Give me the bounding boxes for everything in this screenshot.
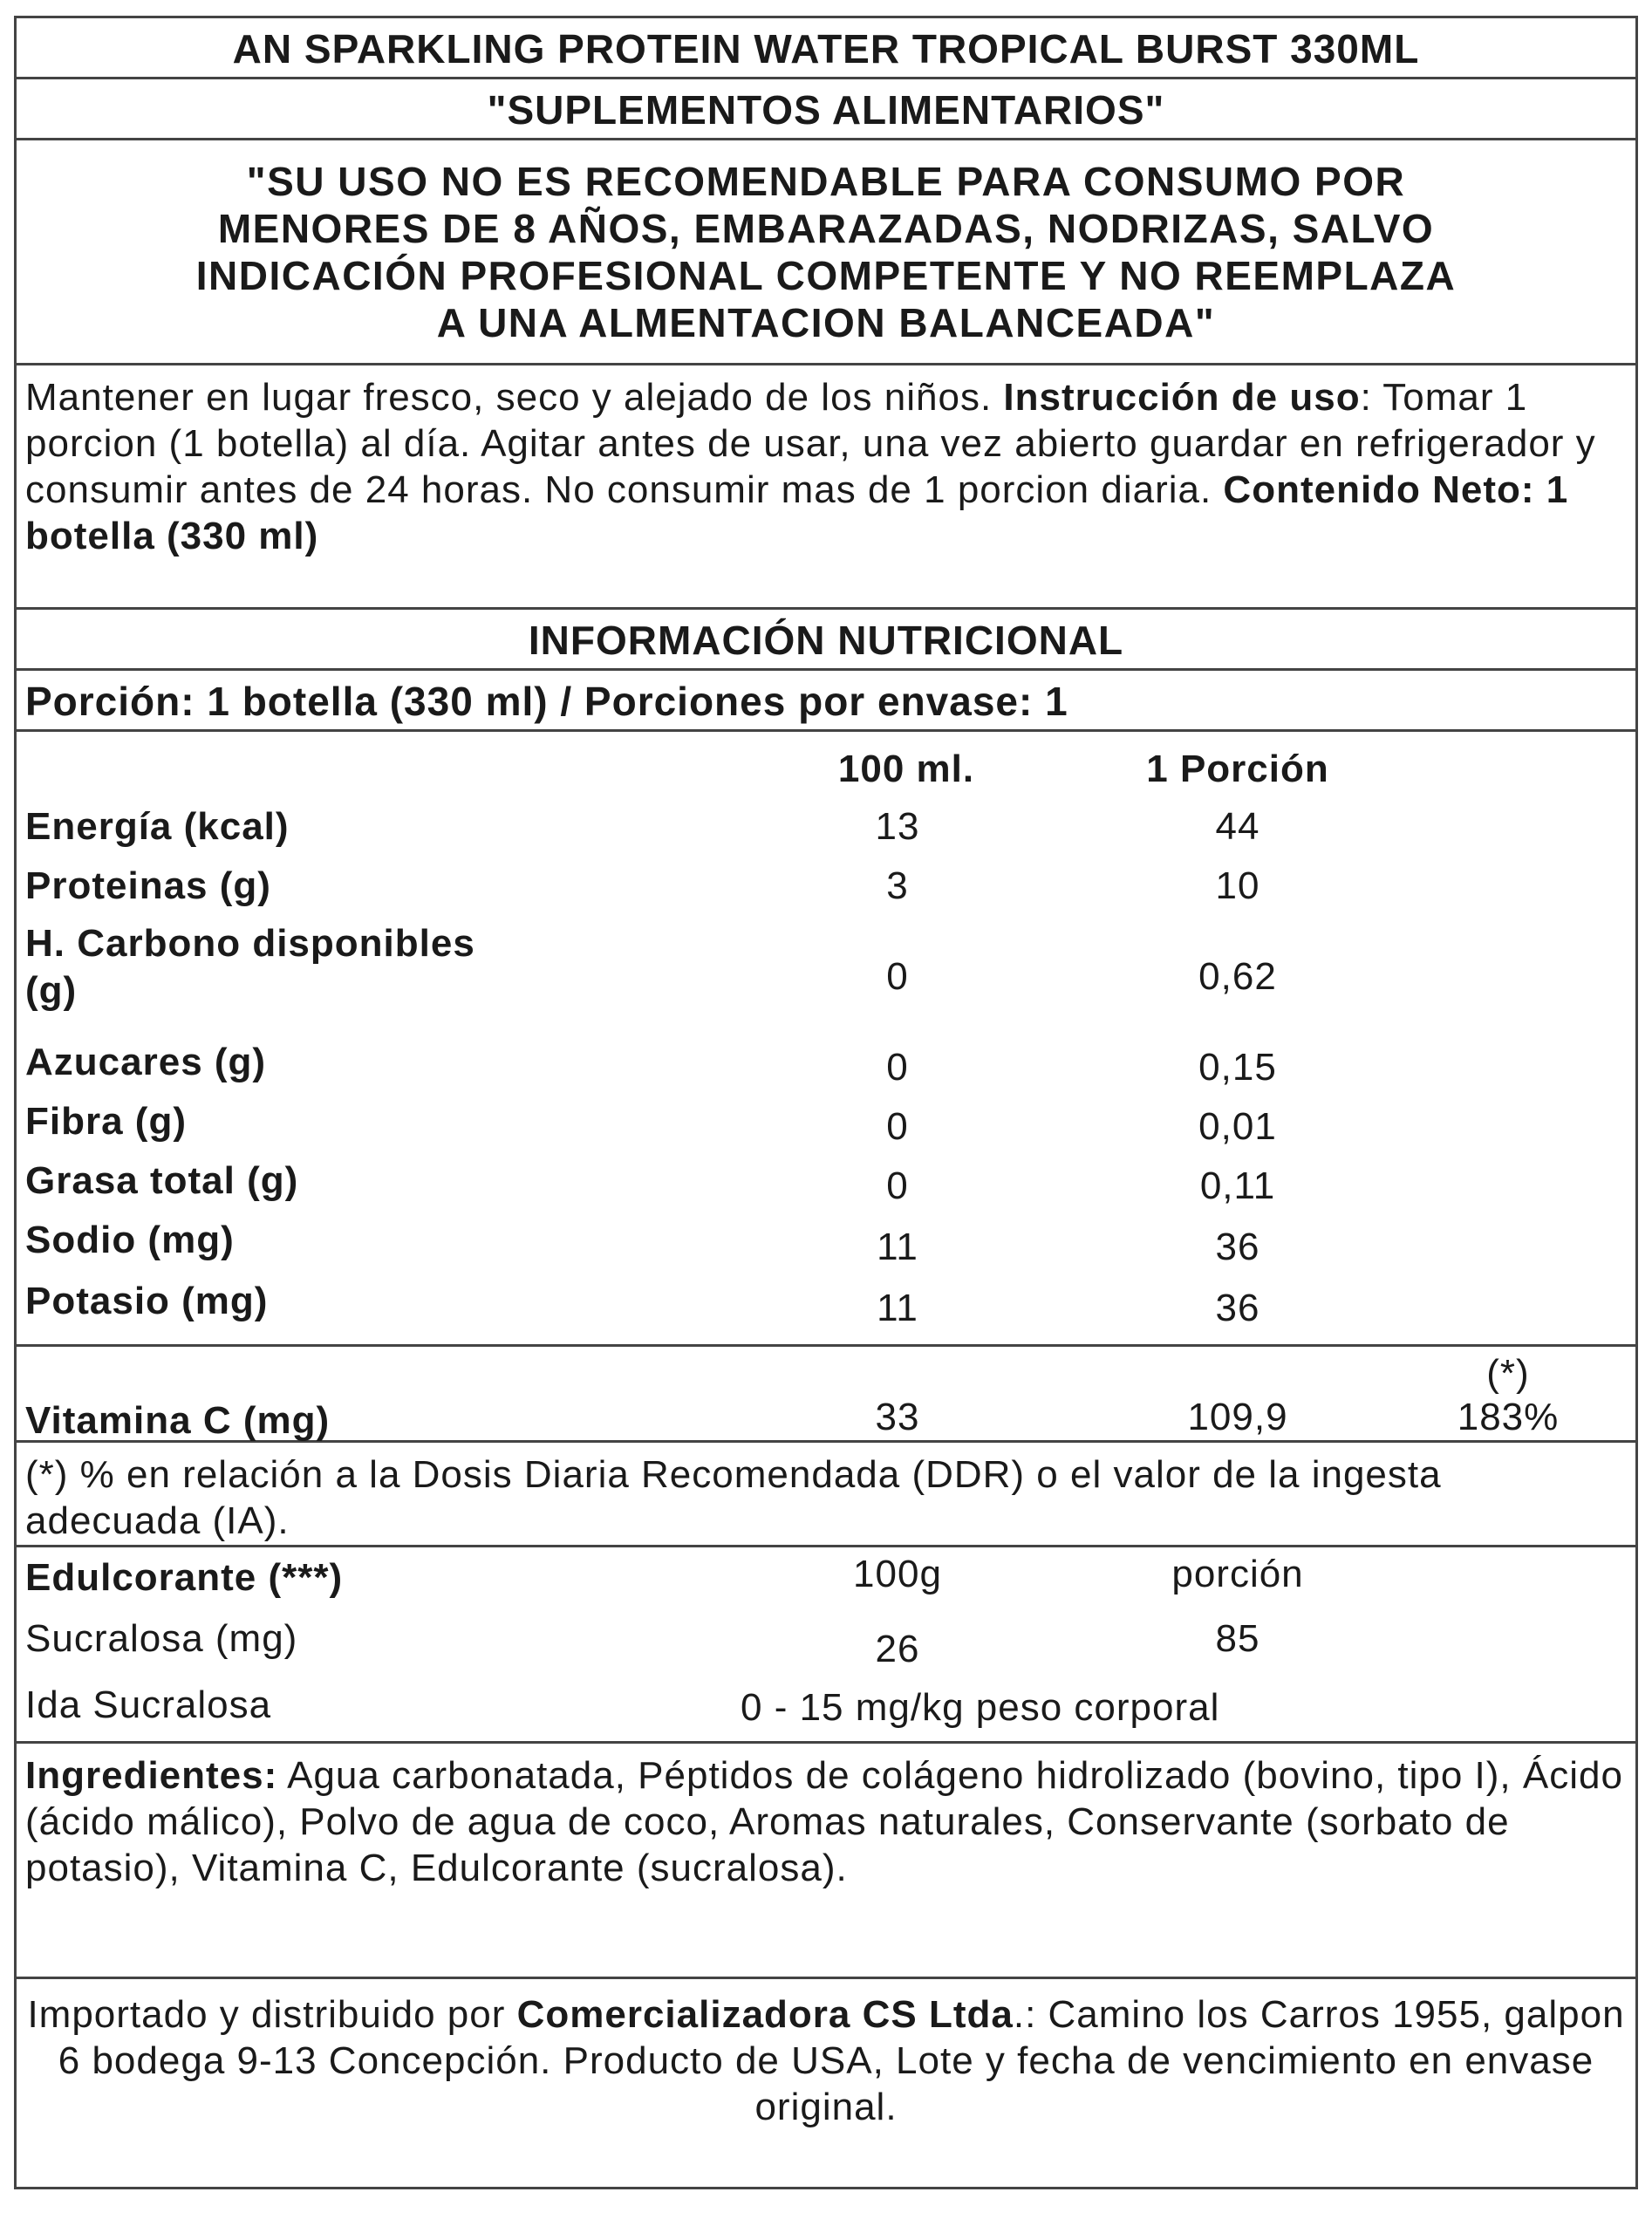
category-heading: "SUPLEMENTOS ALIMENTARIOS"	[17, 79, 1635, 140]
vitamin-value-portion: 109,9	[1187, 1396, 1288, 1438]
ingredients	[17, 1744, 1635, 1979]
importer-address: .: Camino los Carros 1955, galpon 6 bodega 9-13 Concepción. Producto de USA, Lote y fecha de vencimiento en envase original.	[58, 1993, 1625, 2128]
importer-text: Importado y distribuido por	[27, 1993, 517, 2036]
sweetener-table	[17, 1547, 1635, 1744]
sweetener-title: Edulcorante (***)	[25, 1556, 344, 1599]
ingredients-text: Agua carbonatada, Péptidos de colágeno hidrolizado (bovino, tipo I), Ácido (ácido málico), Polvo de agua de coco, Aromas naturales, Conservante (sorbato de potasio), Vitamina C, Edulcorante (sucralosa).	[25, 1754, 1623, 1889]
col-header-100ml: 100 ml.	[837, 748, 975, 790]
nutrient-name: Proteinas (g)	[25, 864, 271, 907]
nutrient-value-100ml: 3	[886, 864, 909, 907]
nutrient-value-portion: 44	[1215, 805, 1260, 848]
instructions-text: : Tomar 1 porcion (1 botella) al día. Agitar antes de usar, una vez abierto guardar en refrigerador y consumir antes de 24 horas. No consumir mas de 1 porcion diaria.	[25, 376, 1596, 511]
warning-line: "SU USO NO ES RECOMENDABLE PARA CONSUMO POR	[246, 159, 1406, 204]
nutrient-value-portion: 10	[1215, 864, 1260, 907]
sucralose-value-100g: 26	[875, 1628, 920, 1670]
nutrient-name-unit: (g)	[25, 969, 78, 1012]
storage-instructions	[17, 365, 1635, 610]
nutrient-name: Azucares (g)	[25, 1041, 267, 1083]
nutrient-value-portion: 0,15	[1198, 1046, 1277, 1089]
col-header-portion: 1 Porción	[1146, 748, 1329, 790]
importer-company: Comercializadora CS Ltda	[516, 1993, 1014, 2036]
nutrient-table	[17, 732, 1635, 1347]
sucralose-value-portion: 85	[1215, 1617, 1260, 1660]
nutrient-name: Potasio (mg)	[25, 1280, 269, 1322]
nutrient-value-100ml: 0	[886, 1046, 909, 1089]
nutrient-value-100ml: 11	[877, 1226, 918, 1268]
ida-name: Ida Sucralosa	[25, 1683, 272, 1726]
nutrient-value-portion: 0,11	[1199, 1164, 1276, 1207]
ida-value: 0 - 15 mg/kg peso corporal	[741, 1686, 1220, 1729]
nutrient-name: Sodio (mg)	[25, 1219, 235, 1261]
nutrient-name: Fibra (g)	[25, 1100, 187, 1143]
importer-info	[17, 1979, 1635, 2187]
sweetener-col-100g: 100g	[853, 1553, 942, 1595]
nutrient-value-100ml: 0	[886, 1164, 909, 1207]
nutrient-name: Grasa total (g)	[25, 1159, 299, 1202]
ddr-footnote: (*) % en relación a la Dosis Diaria Recomendada (DDR) o el valor de la ingesta adecuada (IA).	[17, 1443, 1635, 1547]
product-title: AN SPARKLING PROTEIN WATER TROPICAL BURST 330ML	[17, 18, 1635, 79]
nutrition-title: INFORMACIÓN NUTRICIONAL	[17, 610, 1635, 671]
nutrient-value-portion: 0,01	[1198, 1105, 1277, 1148]
nutrient-value-100ml: 0	[886, 955, 909, 998]
vitamin-row	[17, 1347, 1635, 1443]
storage-text: Mantener en lugar fresco, seco y alejado de los niños.	[25, 376, 1004, 419]
nutrient-value-100ml: 0	[886, 1105, 909, 1148]
nutrient-value-portion: 36	[1215, 1287, 1260, 1329]
nutrient-value-100ml: 11	[877, 1287, 918, 1329]
vitamin-ddr-percent: 183%	[1457, 1396, 1560, 1438]
warning-line: A UNA ALMENTACION BALANCEADA"	[436, 300, 1216, 345]
warning-block	[17, 140, 1635, 365]
instructions-label: Instrucción de uso	[1003, 376, 1361, 419]
sweetener-col-portion: porción	[1171, 1553, 1304, 1595]
serving-info: Porción: 1 botella (330 ml) / Porciones por envase: 1	[17, 671, 1635, 732]
nutrient-value-100ml: 13	[875, 805, 920, 848]
warning-line: INDICACIÓN PROFESIONAL COMPETENTE Y NO REEMPLAZA	[195, 253, 1457, 298]
vitamin-value-100ml: 33	[875, 1396, 920, 1438]
vitamin-name: Vitamina C (mg)	[25, 1399, 331, 1442]
nutrient-name: Energía (kcal)	[25, 805, 290, 848]
ddr-marker: (*)	[1486, 1352, 1530, 1395]
nutrition-label	[14, 16, 1638, 2189]
net-content: Contenido Neto: 1 botella (330 ml)	[25, 468, 1569, 557]
ingredients-label: Ingredientes:	[25, 1754, 278, 1797]
nutrient-value-portion: 36	[1215, 1226, 1260, 1268]
nutrient-name: H. Carbono disponibles	[25, 922, 475, 965]
nutrient-value-portion: 0,62	[1198, 955, 1277, 998]
sucralose-name: Sucralosa (mg)	[25, 1617, 298, 1660]
warning-line: MENORES DE 8 AÑOS, EMBARAZADAS, NODRIZAS, SALVO	[217, 206, 1435, 251]
